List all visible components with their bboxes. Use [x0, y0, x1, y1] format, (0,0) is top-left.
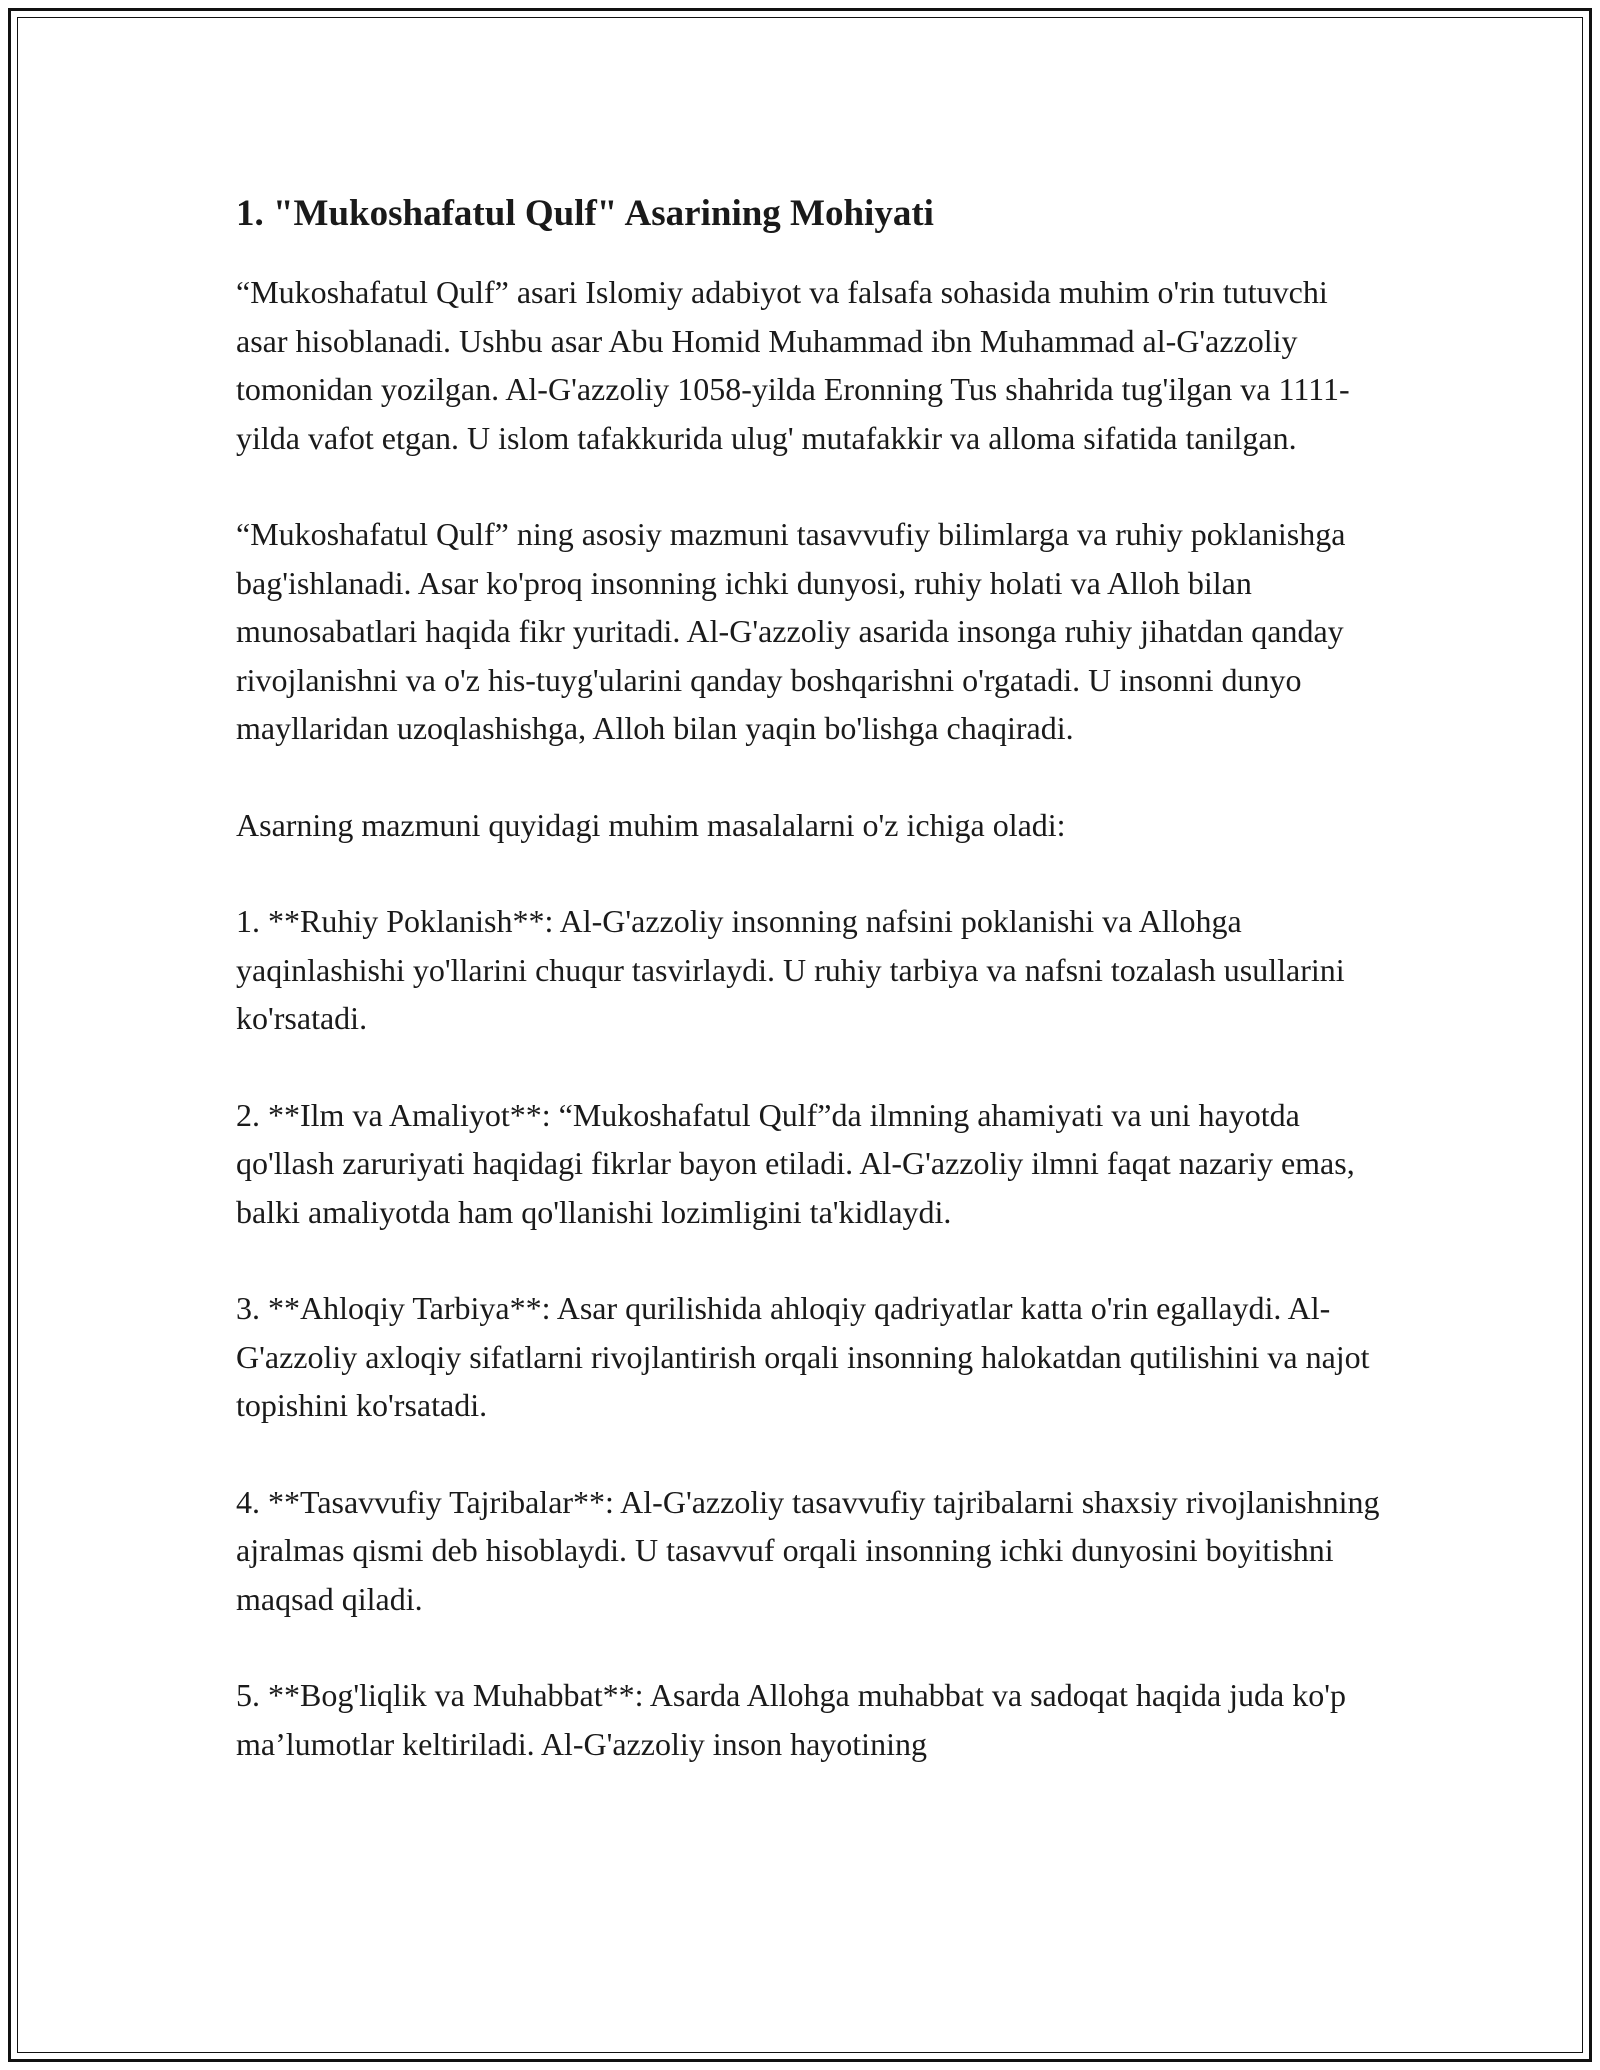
paragraph-main-content: “Mukoshafatul Qulf” ning asosiy mazmuni tasavvufiy bilimlarga va ruhiy poklanishga bag'ishlanadi. Asar ko'proq insonning ichki dunyosi, ruhiy holati va Alloh bilan munosabatlari haqida fikr yuritadi. Al-G'azzoliy asarida insonga ruhiy jihatdan qanday rivojlanishni va o'z his-tuyg'ularini qanday boshqarishni o'rgatadi. U insonni dunyo mayllaridan uzoqlashishga, Alloh bilan yaqin bo'lishga chaqiradi.	[236, 516, 1346, 746]
page-title: 1. "Mukoshafatul Qulf" Asarining Mohiyati	[236, 193, 934, 234]
list-item-tasavvufiy-tajribalar: 4. **Tasavvufiy Tajribalar**: Al-G'azzoliy tasavvufiy tajribalarni shaxsiy rivojlanishning ajralmas qismi deb hisoblaydi. U tasavvuf orqali insonning ichki dunyosini boyitishni maqsad qiladi.	[236, 1483, 1380, 1617]
list-item-bogliqlik-va-muhabbat: 5. **Bog'liqlik va Muhabbat**: Asarda Allohga muhabbat va sadoqat haqida juda ko'p ma’lumotlar keltiriladi. Al-G'azzoliy inson hayotining	[236, 1677, 1346, 1762]
document-body	[236, 184, 1386, 1816]
list-item-ilm-va-amaliyot: 2. **Ilm va Amaliyot**: “Mukoshafatul Qulf”da ilmning ahamiyati va uni hayotda qo'llash zaruriyati haqidagi fikrlar bayon etiladi. Al-G'azzoliy ilmni faqat nazariy emas, balki amaliyotda ham qo'llanishi lozimligini ta'kidlaydi.	[236, 1096, 1355, 1230]
list-item-ruhiy-poklanish: 1. **Ruhiy Poklanish**: Al-G'azzoliy insonning nafsini poklanishi va Allohga yaqinlashishi yo'llarini chuqur tasvirlaydi. U ruhiy tarbiya va nafsni tozalash usullarini ko'rsatadi.	[236, 903, 1345, 1036]
list-item-ahloqiy-tarbiya: 3. **Ahloqiy Tarbiya**: Asar qurilishida ahloqiy qadriyatlar katta o'rin egallaydi. Al-G'azzoliy axloqiy sifatlarni rivojlantirish orqali insonning halokatdan qutilishini va najot topishini ko'rsatadi.	[236, 1290, 1370, 1423]
paragraph-list-intro: Asarning mazmuni quyidagi muhim masalalarni o'z ichiga oladi:	[236, 806, 1066, 843]
paragraph-intro: “Mukoshafatul Qulf” asari Islomiy adabiyot va falsafa sohasida muhim o'rin tutuvchi asar hisoblanadi. Ushbu asar Abu Homid Muhammad ibn Muhammad al-G'azzoliy tomonidan yozilgan. Al-G'azzoliy 1058-yilda Eronning Tus shahrida tug'ilgan va 1111-yilda vafot etgan. U islom tafakkurida ulug' mutafakkir va alloma sifatida tanilgan.	[236, 274, 1350, 456]
